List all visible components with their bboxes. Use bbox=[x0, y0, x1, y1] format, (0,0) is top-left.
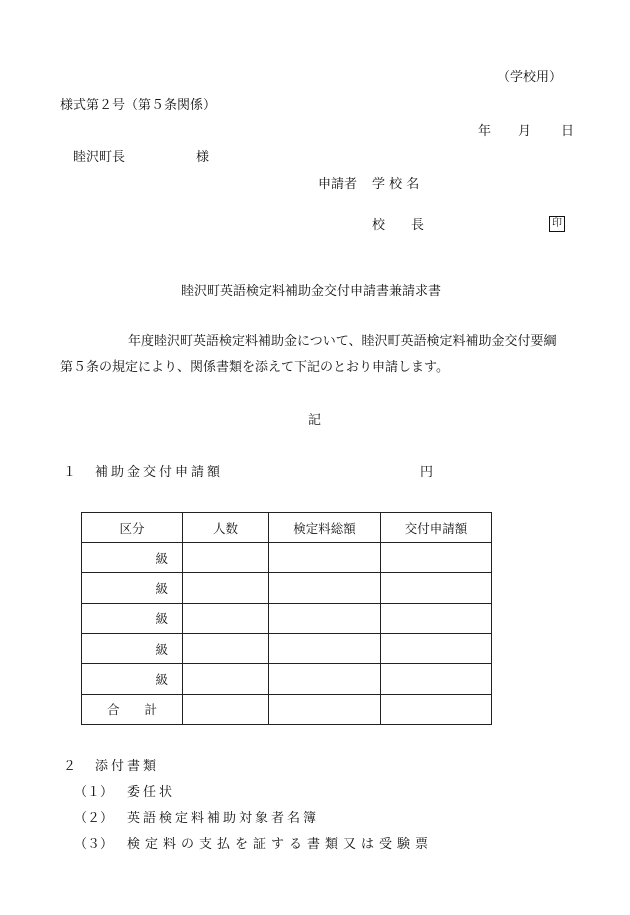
row-grade-cell: 級 bbox=[82, 543, 183, 573]
date-day-label: 日 bbox=[561, 124, 575, 139]
table-row bbox=[82, 633, 492, 663]
item-2-number: ２ bbox=[63, 759, 77, 774]
applicant-label: 申請者 bbox=[318, 177, 358, 192]
requested-amount-cell[interactable] bbox=[381, 633, 492, 663]
addressee-honorific: 様 bbox=[196, 150, 210, 165]
exam-fee-total-cell[interactable] bbox=[269, 603, 381, 633]
attachment-3-text: 検定料の支払を証する書類又は受験票 bbox=[127, 837, 434, 852]
attachment-1-number: （１） bbox=[74, 785, 114, 800]
attachment-2-number: （２） bbox=[74, 811, 114, 826]
body-text-line-2: 第５条の規定により、関係書類を添えて下記のとおり申請します。 bbox=[60, 360, 449, 375]
principal-label: 校 長 bbox=[372, 218, 425, 233]
addressee-name: 睦沢町長 bbox=[73, 150, 126, 165]
item-1-unit: 円 bbox=[420, 465, 434, 480]
attachment-1-text: 委任状 bbox=[127, 785, 176, 800]
total-headcount-cell[interactable] bbox=[183, 694, 269, 724]
attachment-3-number: （３） bbox=[74, 837, 114, 852]
exam-fee-total-cell[interactable] bbox=[269, 664, 381, 694]
school-name-label: 学 校 名 bbox=[372, 177, 420, 192]
body-text-line-1: 年度睦沢町英語検定料補助金について、睦沢町英語検定料補助金交付要綱 bbox=[128, 334, 557, 349]
row-grade-cell: 級 bbox=[82, 664, 183, 694]
exam-fee-total-cell[interactable] bbox=[269, 633, 381, 663]
exam-fee-total-cell[interactable] bbox=[269, 543, 381, 573]
header-exam-fee-total: 検定料総額 bbox=[269, 513, 381, 543]
headcount-cell[interactable] bbox=[183, 664, 269, 694]
requested-amount-cell[interactable] bbox=[381, 664, 492, 694]
header-category: 区分 bbox=[82, 513, 183, 543]
school-use-label: （学校用） bbox=[497, 70, 563, 85]
ki-note-mark: 記 bbox=[308, 413, 322, 428]
exam-fee-total-cell[interactable] bbox=[269, 573, 381, 603]
header-headcount: 人数 bbox=[183, 513, 269, 543]
row-grade-cell: 級 bbox=[82, 603, 183, 633]
table-header-row bbox=[82, 513, 492, 543]
seal-stamp-box bbox=[549, 216, 565, 232]
date-year-label: 年 bbox=[478, 124, 492, 139]
headcount-cell[interactable] bbox=[183, 543, 269, 573]
item-1-number: １ bbox=[63, 465, 77, 480]
table-row bbox=[82, 543, 492, 573]
application-amount-table bbox=[81, 512, 492, 725]
headcount-cell[interactable] bbox=[183, 633, 269, 663]
document-title: 睦沢町英語検定料補助金交付申請書兼請求書 bbox=[181, 284, 442, 299]
date-month-label: 月 bbox=[518, 124, 532, 139]
header-requested-amount: 交付申請額 bbox=[381, 513, 492, 543]
table-row bbox=[82, 664, 492, 694]
headcount-cell[interactable] bbox=[183, 603, 269, 633]
table-total-row bbox=[82, 694, 492, 724]
total-label-cell: 合 計 bbox=[82, 694, 183, 724]
total-exam-fee-cell[interactable] bbox=[269, 694, 381, 724]
row-grade-cell: 級 bbox=[82, 633, 183, 663]
total-requested-amount-cell[interactable] bbox=[381, 694, 492, 724]
item-1-label: 補助金交付申請額 bbox=[95, 465, 224, 480]
requested-amount-cell[interactable] bbox=[381, 543, 492, 573]
headcount-cell[interactable] bbox=[183, 573, 269, 603]
requested-amount-cell[interactable] bbox=[381, 603, 492, 633]
row-grade-cell: 級 bbox=[82, 573, 183, 603]
item-2-label: 添付書類 bbox=[95, 759, 160, 774]
seal-char: 印 bbox=[552, 218, 562, 229]
requested-amount-cell[interactable] bbox=[381, 573, 492, 603]
table-row bbox=[82, 573, 492, 603]
attachment-2-text: 英語検定料補助対象者名簿 bbox=[127, 811, 320, 826]
form-number: 様式第２号（第５条関係） bbox=[60, 98, 217, 113]
table-row bbox=[82, 603, 492, 633]
